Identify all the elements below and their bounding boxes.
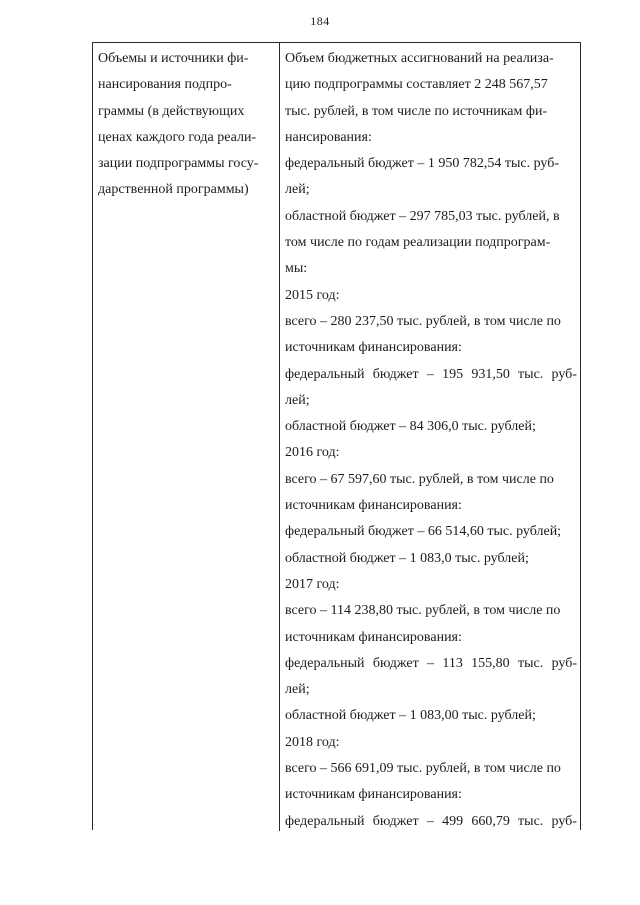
right-cell-line: областной бюджет – 1 083,0 тыс. рублей; bbox=[285, 550, 529, 566]
funding-table bbox=[92, 42, 581, 830]
right-cell-line: лей; bbox=[285, 682, 310, 698]
right-cell-line: всего – 280 237,50 тыс. рублей, в том числе по bbox=[285, 313, 561, 329]
left-cell-line: Объемы и источники фи- bbox=[98, 51, 249, 66]
right-cell-line: источникам финансирования: bbox=[285, 498, 462, 514]
right-cell-line: источникам финансирования: bbox=[285, 629, 462, 645]
right-cell-line: всего – 67 597,60 тыс. рублей, в том числе по bbox=[285, 471, 554, 487]
funding-label-cell bbox=[93, 43, 279, 204]
right-cell-line: цию подпрограммы составляет 2 248 567,57 bbox=[285, 77, 548, 93]
right-cell-line: всего – 114 238,80 тыс. рублей, в том числе по bbox=[285, 603, 561, 619]
left-cell-line: зации подпрограммы госу- bbox=[98, 156, 259, 172]
right-cell-line: мы: bbox=[285, 261, 308, 277]
right-cell-line: федеральный бюджет – 113 155,80 тыс. руб- bbox=[285, 655, 577, 671]
right-cell-line: федеральный бюджет – 1 950 782,54 тыс. руб- bbox=[285, 156, 560, 172]
right-cell-line: 2017 год: bbox=[285, 576, 340, 592]
left-cell-line: граммы (в действующих bbox=[98, 103, 245, 119]
right-cell-line: федеральный бюджет – 499 660,79 тыс. руб- bbox=[285, 813, 577, 829]
left-cell-line: нансирования подпро- bbox=[98, 77, 232, 93]
right-cell-line: 2016 год: bbox=[285, 445, 340, 461]
right-cell-line: 2018 год: bbox=[285, 734, 340, 750]
right-cell-line: источникам финансирования: bbox=[285, 787, 462, 803]
right-cell-line: областной бюджет – 84 306,0 тыс. рублей; bbox=[285, 419, 536, 435]
left-cell-line: дарственной программы) bbox=[98, 182, 249, 198]
right-cell-line: 2015 год: bbox=[285, 287, 340, 303]
right-cell-line: федеральный бюджет – 66 514,60 тыс. рублей; bbox=[285, 524, 562, 540]
funding-details-cell bbox=[280, 43, 580, 835]
page-number: 184 bbox=[310, 14, 330, 28]
right-cell-line: Объем бюджетных ассигнований на реализа- bbox=[285, 51, 554, 66]
right-cell-line: источникам финансирования: bbox=[285, 340, 462, 356]
left-cell-line: ценах каждого года реали- bbox=[98, 129, 257, 145]
right-cell-line: областной бюджет – 297 785,03 тыс. рублей, в bbox=[285, 208, 560, 224]
right-cell-line: областной бюджет – 1 083,00 тыс. рублей; bbox=[285, 708, 536, 724]
right-cell-line: тыс. рублей, в том числе по источникам фи- bbox=[285, 103, 548, 119]
right-cell-line: том числе по годам реализации подпрограм- bbox=[285, 235, 551, 251]
right-cell-line: лей; bbox=[285, 392, 310, 408]
right-cell-line: всего – 566 691,09 тыс. рублей, в том числе по bbox=[285, 761, 561, 777]
right-cell-line: лей; bbox=[285, 182, 310, 198]
right-cell-line: федеральный бюджет – 195 931,50 тыс. руб- bbox=[285, 366, 577, 382]
right-cell-line: нансирования: bbox=[285, 129, 372, 145]
